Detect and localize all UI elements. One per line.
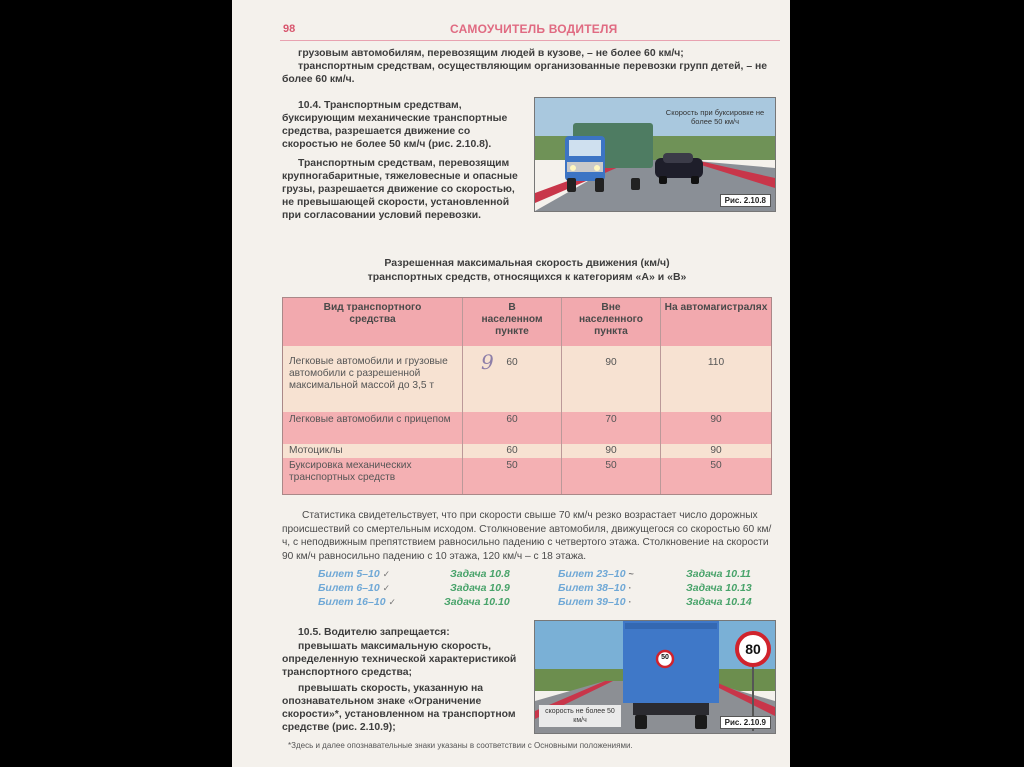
footnote: *Здесь и далее опознавательные знаки указаны в соответствии с Основными положениями. bbox=[288, 741, 633, 750]
ticket-link[interactable]: Билет 38–10 · bbox=[558, 582, 632, 594]
ticket-link[interactable]: Билет 5–10 ✓ bbox=[318, 568, 391, 580]
ticket-link[interactable]: Билет 23–10 ~ bbox=[558, 568, 634, 580]
row-vehicle-type: Мотоциклы bbox=[283, 444, 463, 458]
section-10-5-heading: 10.5. Водителю запрещается: bbox=[298, 627, 450, 638]
header-highway: На автомагистралях bbox=[664, 302, 768, 313]
task-link[interactable]: Задача 10.9 bbox=[450, 582, 510, 594]
figure-caption-2-10-9: Рис. 2.10.9 bbox=[720, 716, 771, 729]
header-divider bbox=[280, 40, 780, 41]
paragraph-2: транспортным средствам, осуществляющим организованные перевозки групп детей, – не более 60 км/ч. bbox=[282, 61, 768, 85]
row-in-city: 60 bbox=[463, 412, 562, 444]
page-header bbox=[232, 18, 790, 40]
speed-table-title bbox=[282, 256, 772, 284]
row-highway: 110 bbox=[707, 357, 725, 368]
section-10-5-item2: превышать скорость, указанную на опознавательном знаке «Ограничение скорости»*, установленном на транспортном средстве (рис. 2.10.9); bbox=[282, 683, 516, 733]
page-title: САМОУЧИТЕЛЬ ВОДИТЕЛЯ bbox=[450, 22, 618, 36]
row-vehicle-type: Легковые автомобили и грузовые автомобили с разрешенной максимальной массой до 3,5 т bbox=[283, 346, 463, 412]
page-number: 98 bbox=[283, 23, 296, 35]
row-vehicle-type: Легковые автомобили с прицепом bbox=[283, 412, 463, 444]
row-vehicle-type: Буксировка механических транспортных средств bbox=[283, 458, 463, 494]
figure-towing bbox=[534, 97, 776, 212]
row-in-city: 50 bbox=[463, 458, 562, 494]
row-out-city: 50 bbox=[562, 458, 661, 494]
speed-table-title-line1: Разрешенная максимальная скорость движения (км/ч) bbox=[384, 257, 670, 269]
table-row bbox=[283, 458, 771, 494]
row-out-city: 90 bbox=[562, 444, 661, 458]
row-highway: 90 bbox=[710, 414, 722, 425]
task-link[interactable]: Задача 10.8 bbox=[450, 568, 510, 580]
section-10-5-item1: превышать максимальную скорость, определенную технической характеристикой транспортного средства; bbox=[282, 641, 517, 678]
speed-limit-sign: 80 bbox=[745, 641, 761, 657]
row-in-city: 60 bbox=[463, 444, 562, 458]
table-row bbox=[283, 346, 771, 412]
ticket-link[interactable]: Билет 16–10 ✓ bbox=[318, 596, 397, 608]
paragraph-10-4: 10.4. Транспортным средствам, буксирующим механические транспортные средства, разрешается движение со скоростью не более 50 км/ч (рис. 2.10.8). bbox=[282, 100, 508, 150]
task-link[interactable]: Задача 10.10 bbox=[444, 596, 510, 608]
task-link[interactable]: Задача 10.14 bbox=[686, 596, 752, 608]
speed-sign-label: скорость не более 50 км/ч bbox=[539, 705, 621, 727]
task-link[interactable]: Задача 10.13 bbox=[686, 582, 752, 594]
row-out-city: 90 bbox=[562, 346, 661, 412]
figure-caption-2-10-8: Рис. 2.10.8 bbox=[720, 194, 771, 207]
handwritten-mark: 9 bbox=[481, 350, 494, 374]
textbook-page bbox=[232, 0, 790, 767]
row-out-city: 70 bbox=[562, 412, 661, 444]
task-link[interactable]: Задача 10.11 bbox=[686, 568, 751, 580]
table-row bbox=[283, 412, 771, 444]
ticket-link[interactable]: Билет 6–10 ✓ bbox=[318, 582, 391, 594]
table-row bbox=[283, 444, 771, 458]
ticket-link[interactable]: Билет 39–10 · bbox=[558, 596, 632, 608]
truck-speed-sign: 50 bbox=[661, 654, 669, 661]
row-in-city: 60 bbox=[463, 346, 562, 412]
row-highway: 50 bbox=[710, 460, 722, 471]
header-in-city: В населенном пункте bbox=[463, 298, 562, 346]
speed-table bbox=[282, 297, 772, 495]
header-out-city: Вне населенного пункта bbox=[562, 298, 661, 346]
paragraph-heavy-loads: Транспортным средствам, перевозящим крупногабаритные, тяжеловесные и опасные грузы, разрешается движение со скоростью, не превышающей скорости, установленной при согласовании условий перевозки. bbox=[282, 158, 518, 221]
row-highway: 90 bbox=[710, 445, 722, 456]
towing-speed-label: Скорость при буксировке не более 50 км/ч bbox=[665, 108, 765, 126]
paragraph-1: грузовым автомобилям, перевозящим людей в кузове, – не более 60 км/ч; bbox=[298, 48, 684, 59]
figure-speed-sign bbox=[534, 620, 776, 734]
header-vehicle-type: Вид транспортного средства bbox=[283, 298, 463, 346]
speed-table-title-line2: транспортных средств, относящихся к категориям «А» и «В» bbox=[367, 271, 687, 283]
table-header-row bbox=[283, 298, 771, 347]
tickets-block bbox=[282, 568, 782, 612]
statistics-paragraph: Статистика свидетельствует, что при скорости свыше 70 км/ч резко возрастает число дорожных происшествий со смертельным исходом. Столкновение автомобиля, движущегося со скоростью 60 км/ч, с неподвижным препятствием равносильно падению с четвертого этажа. Столкновение на скорости 90 км/ч равносильно падению с 10 этажа, 120 км/ч – с 18 этажа. bbox=[282, 510, 772, 562]
